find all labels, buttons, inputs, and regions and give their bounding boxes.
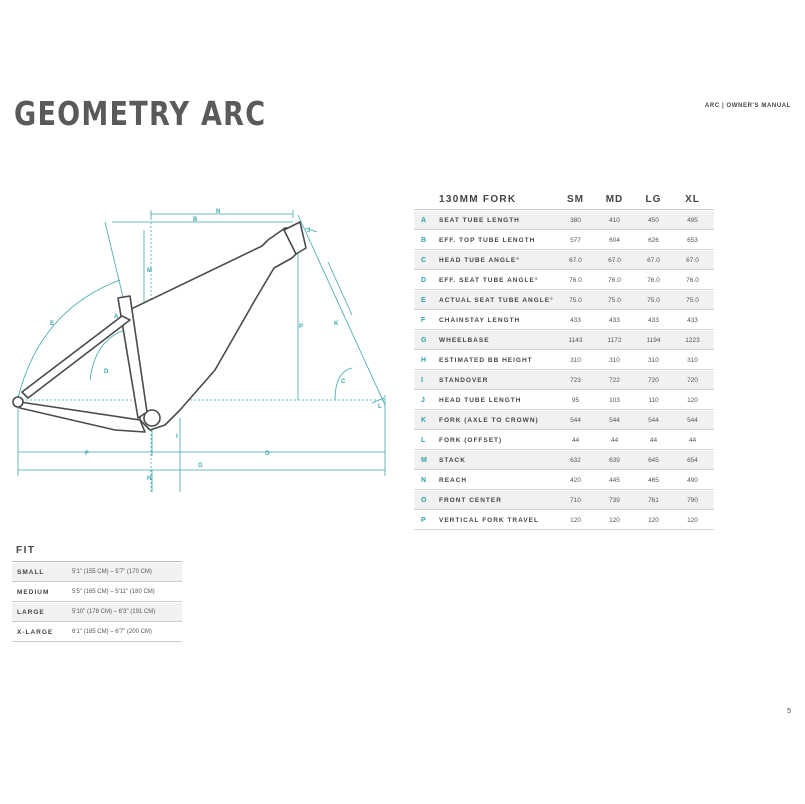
row-value: 577 [570, 236, 581, 244]
table-row [414, 271, 714, 290]
row-value: 76.0 [608, 276, 621, 284]
label-e: E [50, 321, 55, 327]
row-value: 445 [609, 476, 620, 484]
row-value: 654 [687, 456, 698, 464]
fit-range: 5'1" (155 CM) – 5'7" (170 CM) [72, 569, 152, 575]
row-value: 67.0 [686, 256, 699, 264]
row-value: 120 [570, 516, 581, 524]
row-value: 544 [609, 416, 620, 424]
fit-size: LARGE [17, 608, 45, 616]
page-number: 5 [787, 708, 791, 715]
table-row [414, 391, 714, 410]
label-j: J [307, 228, 311, 234]
row-letter: H [421, 356, 427, 364]
label-g: G [198, 463, 203, 469]
row-value: 433 [570, 316, 581, 324]
row-value: 103 [609, 396, 620, 404]
row-value: 465 [648, 476, 659, 484]
table-row [414, 371, 714, 390]
row-value: 604 [609, 236, 620, 244]
fit-size: X-LARGE [17, 628, 54, 636]
row-label: HEAD TUBE ANGLE° [439, 256, 520, 264]
label-b: B [193, 217, 198, 223]
fit-row [12, 583, 182, 602]
row-value: 110 [648, 396, 659, 404]
table-row [414, 431, 714, 450]
row-value: 1143 [568, 336, 583, 344]
row-letter: F [421, 316, 426, 324]
row-value: 1194 [646, 336, 661, 344]
row-letter: P [421, 516, 426, 524]
row-value: 544 [648, 416, 659, 424]
row-letter: N [421, 476, 427, 484]
fit-row [12, 623, 182, 642]
label-o: O [265, 451, 270, 457]
row-value: 632 [570, 456, 581, 464]
row-value: 653 [687, 236, 698, 244]
row-value: 710 [570, 496, 581, 504]
row-value: 645 [648, 456, 659, 464]
row-value: 790 [687, 496, 698, 504]
row-letter: M [421, 456, 427, 464]
row-label: FRONT CENTER [439, 496, 502, 504]
row-value: 490 [687, 476, 698, 484]
row-value: 433 [648, 316, 659, 324]
label-d: D [104, 369, 109, 375]
row-value: 120 [687, 396, 698, 404]
row-letter: K [421, 416, 427, 424]
row-letter: C [421, 256, 427, 264]
page-title: GEOMETRY ARC [14, 94, 267, 133]
row-value: 1223 [685, 336, 700, 344]
row-label: ESTIMATED BB HEIGHT [439, 356, 533, 364]
row-value: 420 [570, 476, 581, 484]
row-value: 67.0 [608, 256, 621, 264]
row-value: 76.0 [647, 276, 660, 284]
row-value: 120 [609, 516, 620, 524]
row-value: 120 [687, 516, 698, 524]
row-letter: J [421, 396, 425, 404]
row-value: 495 [687, 216, 698, 224]
row-value: 639 [609, 456, 620, 464]
fit-title: FIT [12, 545, 182, 562]
row-value: 433 [687, 316, 698, 324]
label-c: C [341, 379, 346, 385]
table-row [414, 291, 714, 310]
row-label: STACK [439, 456, 466, 464]
fit-table [12, 545, 182, 642]
row-letter: G [421, 336, 427, 344]
row-value: 720 [648, 376, 659, 384]
row-value: 67.0 [569, 256, 582, 264]
row-value: 75.0 [608, 296, 621, 304]
row-label: EFF. SEAT TUBE ANGLE° [439, 276, 539, 284]
label-l: L [378, 404, 382, 410]
table-row [414, 331, 714, 350]
label-f: F [85, 451, 89, 457]
geometry-table [414, 189, 714, 530]
row-value: 44 [649, 436, 658, 444]
label-n: N [216, 209, 221, 215]
fit-range: 6'1" (185 CM) – 6'7" (200 CM) [72, 629, 152, 635]
fit-row [12, 563, 182, 582]
row-value: 310 [570, 356, 581, 364]
label-k: K [334, 321, 339, 327]
row-label: WHEELBASE [439, 336, 490, 344]
label-i: I [176, 434, 178, 440]
row-value: 67.0 [647, 256, 660, 264]
row-value: 310 [648, 356, 659, 364]
row-value: 44 [688, 436, 697, 444]
row-value: 626 [648, 236, 659, 244]
table-row [414, 511, 714, 530]
row-value: 76.0 [569, 276, 582, 284]
table-row [414, 211, 714, 230]
geometry-table-header [414, 189, 714, 210]
row-letter: E [421, 296, 426, 304]
table-row [414, 311, 714, 330]
row-value: 544 [687, 416, 698, 424]
size-header-xl: XL [685, 193, 700, 205]
row-letter: B [421, 236, 427, 244]
table-row [414, 231, 714, 250]
row-value: 1172 [607, 336, 622, 344]
bike-frame [13, 222, 306, 432]
label-p: P [299, 324, 304, 330]
table-row [414, 451, 714, 470]
row-value: 722 [609, 376, 620, 384]
row-label: ACTUAL SEAT TUBE ANGLE° [439, 296, 554, 304]
row-value: 450 [648, 216, 659, 224]
row-value: 410 [609, 216, 620, 224]
row-value: 761 [648, 496, 659, 504]
label-m: M [147, 268, 152, 274]
row-value: 310 [687, 356, 698, 364]
row-label: STANDOVER [439, 376, 489, 384]
size-header-lg: LG [645, 193, 662, 205]
fit-size: MEDIUM [17, 588, 50, 596]
row-value: 310 [609, 356, 620, 364]
row-value: 76.0 [686, 276, 699, 284]
fit-range: 5'5" (165 CM) – 5'11" (180 CM) [72, 589, 155, 595]
label-h: H [147, 476, 152, 482]
row-value: 75.0 [569, 296, 582, 304]
fit-row [12, 603, 182, 622]
table-row [414, 411, 714, 430]
row-value: 75.0 [647, 296, 660, 304]
row-letter: A [421, 216, 427, 224]
row-label: CHAINSTAY LENGTH [439, 316, 521, 324]
row-value: 95 [571, 396, 580, 404]
row-label: EFF. TOP TUBE LENGTH [439, 236, 536, 244]
manual-header: ARC | OWNER'S MANUAL [704, 103, 791, 109]
row-letter: L [421, 436, 426, 444]
row-value: 723 [570, 376, 581, 384]
table-row [414, 491, 714, 510]
frame-geometry-diagram [0, 200, 395, 500]
row-label: FORK (AXLE TO CROWN) [439, 416, 539, 424]
row-value: 433 [609, 316, 620, 324]
fit-size: SMALL [17, 568, 45, 576]
row-letter: I [421, 376, 423, 384]
row-letter: O [421, 496, 427, 504]
table-row [414, 351, 714, 370]
row-value: 544 [570, 416, 581, 424]
row-label: VERTICAL FORK TRAVEL [439, 516, 539, 524]
table-row [414, 471, 714, 490]
row-letter: D [421, 276, 427, 284]
row-value: 380 [570, 216, 581, 224]
size-header-md: MD [605, 193, 624, 205]
label-a: A [114, 314, 119, 320]
table-row [414, 251, 714, 270]
row-label: FORK (OFFSET) [439, 436, 503, 444]
row-value: 75.0 [686, 296, 699, 304]
row-label: REACH [439, 476, 468, 484]
row-value: 120 [648, 516, 659, 524]
fork-column-header: 130MM FORK [439, 193, 517, 205]
row-label: SEAT TUBE LENGTH [439, 216, 520, 224]
row-label: HEAD TUBE LENGTH [439, 396, 522, 404]
row-value: 720 [687, 376, 698, 384]
row-value: 44 [571, 436, 580, 444]
fit-range: 5'10" (178 CM) – 6'3" (191 CM) [72, 609, 156, 615]
row-value: 44 [610, 436, 619, 444]
row-value: 739 [609, 496, 620, 504]
size-header-sm: SM [567, 193, 584, 205]
